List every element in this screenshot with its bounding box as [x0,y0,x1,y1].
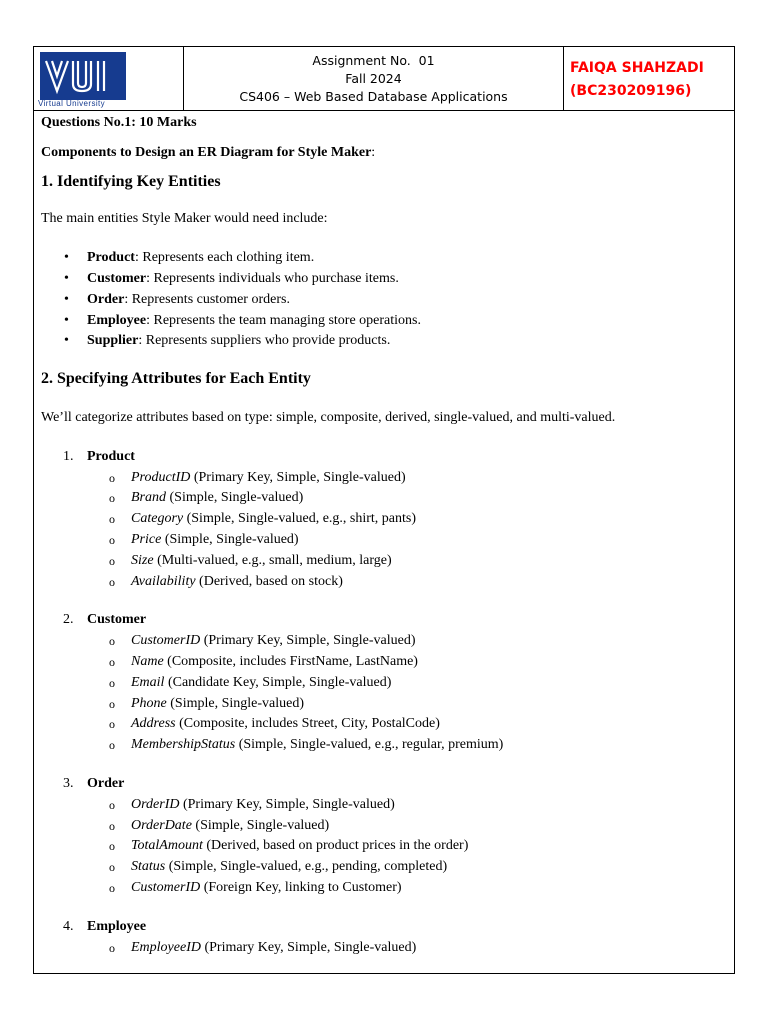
entity-number: 1. [63,448,74,464]
attribute-name: CustomerID [131,633,201,649]
entity-block [63,447,731,593]
attribute-description: (Composite, includes Street, City, PostalCode) [175,716,440,732]
student-info-cell [564,47,734,110]
attribute-item [131,551,731,572]
attribute-description: (Simple, Single-valued) [166,695,305,711]
entity-description: : Represents customer orders. [124,291,290,307]
course-title: CS406 – Web Based Database Applications [239,89,508,104]
entity-name: Customer [87,270,147,286]
assignment-number: Assignment No. 01 [312,53,435,68]
vu-logo-mark-icon [43,56,123,96]
question-label: Questions No.1: 10 Marks [41,115,197,130]
attribute-name: Category [131,511,184,527]
attribute-description: (Derived, based on product prices in the order) [202,838,469,854]
attribute-description: (Primary Key, Simple, Single-valued) [200,939,417,955]
entity-list-item [87,290,731,311]
attribute-name: TotalAmount [131,838,203,854]
attribute-name: EmployeeID [131,939,201,955]
attribute-name: ProductID [131,469,191,485]
entity-description: : Represents the team managing store operations. [146,312,421,328]
attribute-name: Status [131,859,166,875]
entity-block-title: Customer [87,612,147,628]
attribute-description: (Simple, Single-valued, e.g., shirt, pants) [183,511,417,527]
attribute-name: CustomerID [131,879,201,895]
entity-number: 3. [63,775,74,791]
attribute-item [131,714,731,735]
entity-number: 4. [63,918,74,934]
entity-number: 2. [63,612,74,628]
attribute-item [131,694,731,715]
attribute-name: Email [131,674,165,690]
entity-name: Product [87,250,135,266]
attribute-item [131,795,731,816]
attribute-name: Address [131,716,176,732]
attribute-description: (Multi-valued, e.g., small, medium, large) [153,552,392,568]
attribute-name: OrderDate [131,817,192,833]
attribute-list [41,447,731,959]
attribute-item [131,735,731,756]
entity-block-title: Order [87,775,125,791]
attribute-description: (Primary Key, Simple, Single-valued) [190,469,406,485]
components-line: Components to Design an ER Diagram for Style Maker: [41,144,376,160]
attribute-item [131,836,731,857]
attribute-item [131,572,731,593]
attribute-description: (Simple, Single-valued, e.g., pending, completed) [165,859,448,875]
attribute-item [131,857,731,878]
term: Fall 2024 [345,71,402,86]
assignment-title-cell [184,47,564,110]
section2-heading: 2. Specifying Attributes for Each Entity [41,370,311,388]
entity-description: : Represents suppliers who provide products. [138,333,391,349]
attribute-description: (Simple, Single-valued) [191,817,330,833]
section1-heading: 1. Identifying Key Entities [41,172,221,190]
section1-intro: The main entities Style Maker would need include: [41,211,328,227]
attribute-item [131,488,731,509]
attribute-description: (Foreign Key, linking to Customer) [200,879,402,895]
attribute-item [131,468,731,489]
attribute-item [131,878,731,899]
logo-caption: Virtual University [38,99,106,108]
entity-description: : Represents individuals who purchase items. [146,270,399,286]
attribute-item [131,509,731,530]
attribute-description: (Simple, Single-valued) [166,490,304,506]
entity-description: : Represents each clothing item. [134,250,315,266]
attribute-description: (Simple, Single-valued, e.g., regular, premium) [235,737,504,753]
attribute-item [131,938,731,959]
attribute-name: Name [131,653,164,669]
attribute-sublist [87,631,731,756]
student-name: FAIQA SHAHZADI [570,60,704,76]
section2-intro: We’ll categorize attributes based on type: simple, composite, derived, single-valued, and multi-valued. [41,409,616,425]
vu-logo [40,52,126,100]
attribute-name: Price [131,531,162,547]
entity-block-title: Employee [87,918,147,934]
attribute-description: (Simple, Single-valued) [161,531,299,547]
attribute-name: OrderID [131,796,180,812]
attribute-description: (Derived, based on stock) [195,573,343,589]
attribute-item [131,631,731,652]
attribute-sublist [87,795,731,899]
student-id: (BC230209196) [570,83,692,99]
header-table [34,47,734,111]
logo-cell [34,47,184,110]
attribute-item [131,530,731,551]
document-page [33,46,735,974]
entity-name: Supplier [87,333,139,349]
attribute-name: MembershipStatus [131,737,236,753]
entity-list-item [87,311,731,332]
entity-block [63,774,731,899]
entity-list-item [87,331,731,352]
attribute-item [131,673,731,694]
entity-list [41,248,731,352]
entity-name: Order [87,291,125,307]
attribute-name: Phone [131,695,167,711]
entity-list-item [87,269,731,290]
entity-list-item [87,248,731,269]
entity-block-title: Product [87,448,135,464]
entity-block [63,917,731,959]
attribute-item [131,652,731,673]
attribute-name: Size [131,552,154,568]
entity-block [63,610,731,756]
attribute-description: (Primary Key, Simple, Single-valued) [200,633,416,649]
attribute-description: (Candidate Key, Simple, Single-valued) [164,674,392,690]
attribute-sublist [87,468,731,593]
attribute-name: Brand [131,490,166,506]
attribute-item [131,816,731,837]
attribute-description: (Composite, includes FirstName, LastName) [163,653,418,669]
attribute-sublist [87,938,731,959]
attribute-name: Availability [131,573,196,589]
attribute-description: (Primary Key, Simple, Single-valued) [179,796,395,812]
document-content [41,113,731,958]
entity-name: Employee [87,312,147,328]
